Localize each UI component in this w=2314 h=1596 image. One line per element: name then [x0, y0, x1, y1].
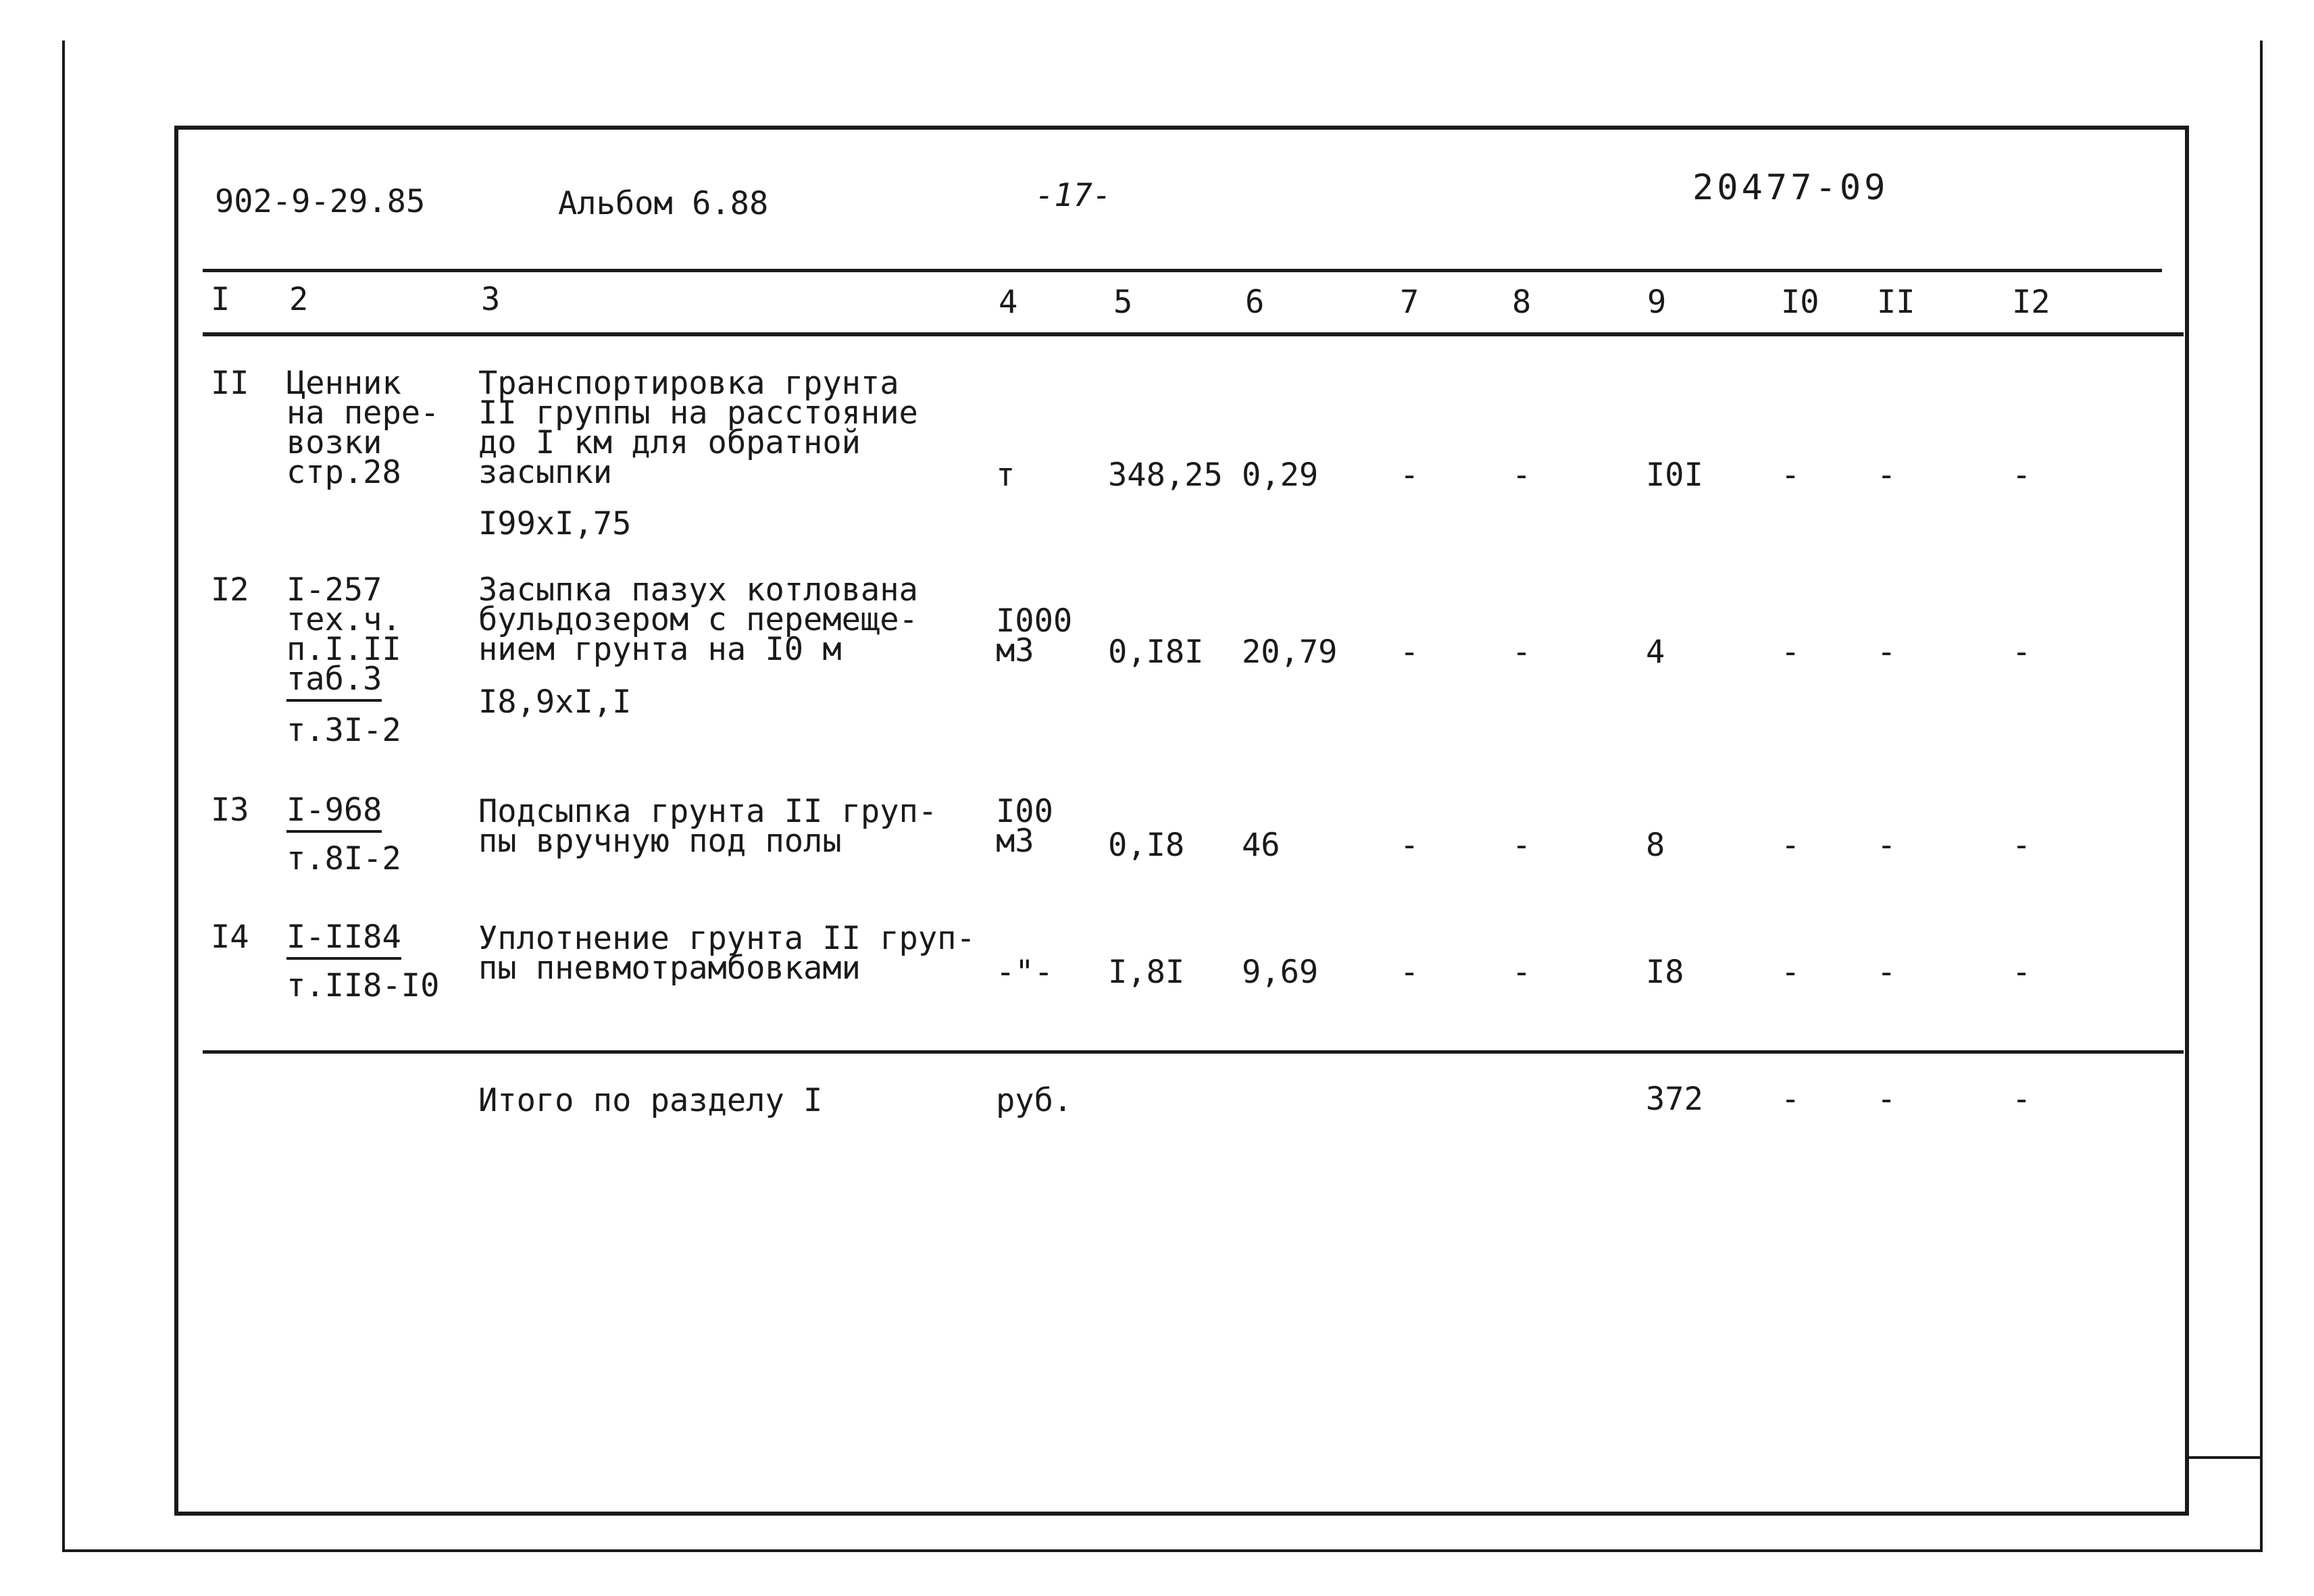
row-description: Уплотнение грунта II груп- пы пневмотрамбовками: [478, 920, 976, 987]
row-col7: -: [1400, 954, 1419, 991]
row-reference-sub: т.3I-2: [286, 712, 401, 749]
row-number: I4: [211, 919, 249, 956]
row-col7: -: [1400, 457, 1419, 494]
row-unit: т: [996, 457, 1015, 494]
row-reference-underlined: I-II84: [286, 919, 401, 960]
row-description: Транспортировка грунта II группы на расстояние до I км для обратной засыпки: [478, 365, 918, 491]
row-col10: -: [1781, 827, 1801, 864]
row-col9: I8: [1646, 954, 1684, 991]
total-col12: -: [2012, 1081, 2032, 1118]
doc-code: 902-9-29.85: [215, 183, 426, 220]
row-col11: -: [1877, 827, 1896, 864]
total-col9: 372: [1646, 1081, 1703, 1118]
col-header-6: 6: [1245, 284, 1265, 321]
row-col5: 348,25: [1108, 457, 1223, 494]
row-col8: -: [1512, 634, 1532, 671]
inner-frame-bottom: [174, 1512, 2189, 1516]
row-reference-underlined: I-968: [286, 792, 382, 833]
total-col11: -: [1877, 1081, 1896, 1118]
col-header-2: 2: [289, 281, 309, 318]
row-description: Засыпка пазух котлована бульдозером с перемеще- нием грунта на I0 м: [478, 571, 918, 668]
row-col6: 9,69: [1242, 954, 1319, 991]
row-calculation: I99xI,75: [478, 505, 632, 542]
row-description: Подсыпка грунта II груп- пы вручную под полы: [478, 793, 938, 860]
row-reference: [286, 792, 382, 829]
row-col10: -: [1781, 954, 1801, 991]
row-unit: I00 м3: [996, 793, 1053, 860]
col-header-8: 8: [1512, 284, 1532, 321]
col-header-11: II: [1877, 284, 1915, 321]
row-col7: -: [1400, 827, 1419, 864]
row-col8: -: [1512, 827, 1532, 864]
document-number: 20477-09: [1692, 168, 1889, 208]
outer-frame-right: [2260, 41, 2263, 1552]
outer-frame-bottom: [62, 1549, 2263, 1552]
total-unit: руб.: [996, 1082, 1073, 1119]
row-reference: [286, 919, 401, 956]
total-label: Итого по разделу I: [478, 1082, 823, 1119]
row-number: II: [211, 365, 249, 402]
total-rule: [203, 1050, 2184, 1054]
col-header-1: I: [211, 281, 230, 318]
row-col5: 0,I8I: [1108, 634, 1204, 671]
row-unit: -"-: [996, 954, 1053, 991]
row-col9: 4: [1646, 634, 1665, 671]
inner-frame-top: [174, 126, 2189, 130]
col-header-5: 5: [1113, 284, 1133, 321]
inner-frame-right: [2185, 126, 2189, 1516]
corner-box-top: [2185, 1456, 2263, 1459]
col-header-12: I2: [2012, 284, 2051, 321]
row-reference-underlined: таб.3: [286, 661, 382, 702]
row-reference: Ценник на пере- возки стр.28: [286, 365, 440, 491]
row-number: I2: [211, 571, 249, 609]
outer-frame-left: [62, 41, 65, 1552]
row-col12: -: [2012, 457, 2032, 494]
row-col11: -: [1877, 634, 1896, 671]
header-rule: [203, 269, 2162, 272]
row-number: I3: [211, 792, 249, 829]
row-col5: 0,I8: [1108, 827, 1185, 864]
row-col10: -: [1781, 634, 1801, 671]
row-col12: -: [2012, 954, 2032, 991]
album-label: Альбом 6.88: [558, 185, 769, 222]
row-calculation: I8,9xI,I: [478, 684, 632, 721]
row-col7: -: [1400, 634, 1419, 671]
col-header-10: I0: [1781, 284, 1819, 321]
row-col10: -: [1781, 457, 1801, 494]
row-col8: -: [1512, 457, 1532, 494]
col-header-7: 7: [1400, 284, 1419, 321]
row-col12: -: [2012, 634, 2032, 671]
row-reference-sub: т.8I-2: [286, 840, 401, 877]
row-reference-table: [286, 661, 382, 698]
page-number: -17-: [1035, 177, 1112, 214]
row-col6: 46: [1242, 827, 1280, 864]
row-unit: I000 м3: [996, 602, 1073, 669]
col-header-4: 4: [999, 284, 1018, 321]
row-col12: -: [2012, 827, 2032, 864]
row-col11: -: [1877, 954, 1896, 991]
column-header-rule: [203, 332, 2184, 336]
col-header-9: 9: [1647, 284, 1667, 321]
row-reference-sub: т.II8-I0: [286, 967, 440, 1004]
row-reference: I-257 тех.ч. п.I.II: [286, 571, 401, 668]
row-col8: -: [1512, 954, 1532, 991]
row-col6: 20,79: [1242, 634, 1338, 671]
row-col5: I,8I: [1108, 954, 1185, 991]
row-col9: 8: [1646, 827, 1665, 864]
row-col9: I0I: [1646, 457, 1703, 494]
inner-frame-left: [174, 126, 178, 1516]
col-header-3: 3: [481, 281, 501, 318]
row-col11: -: [1877, 457, 1896, 494]
total-col10: -: [1781, 1081, 1801, 1118]
row-col6: 0,29: [1242, 457, 1319, 494]
